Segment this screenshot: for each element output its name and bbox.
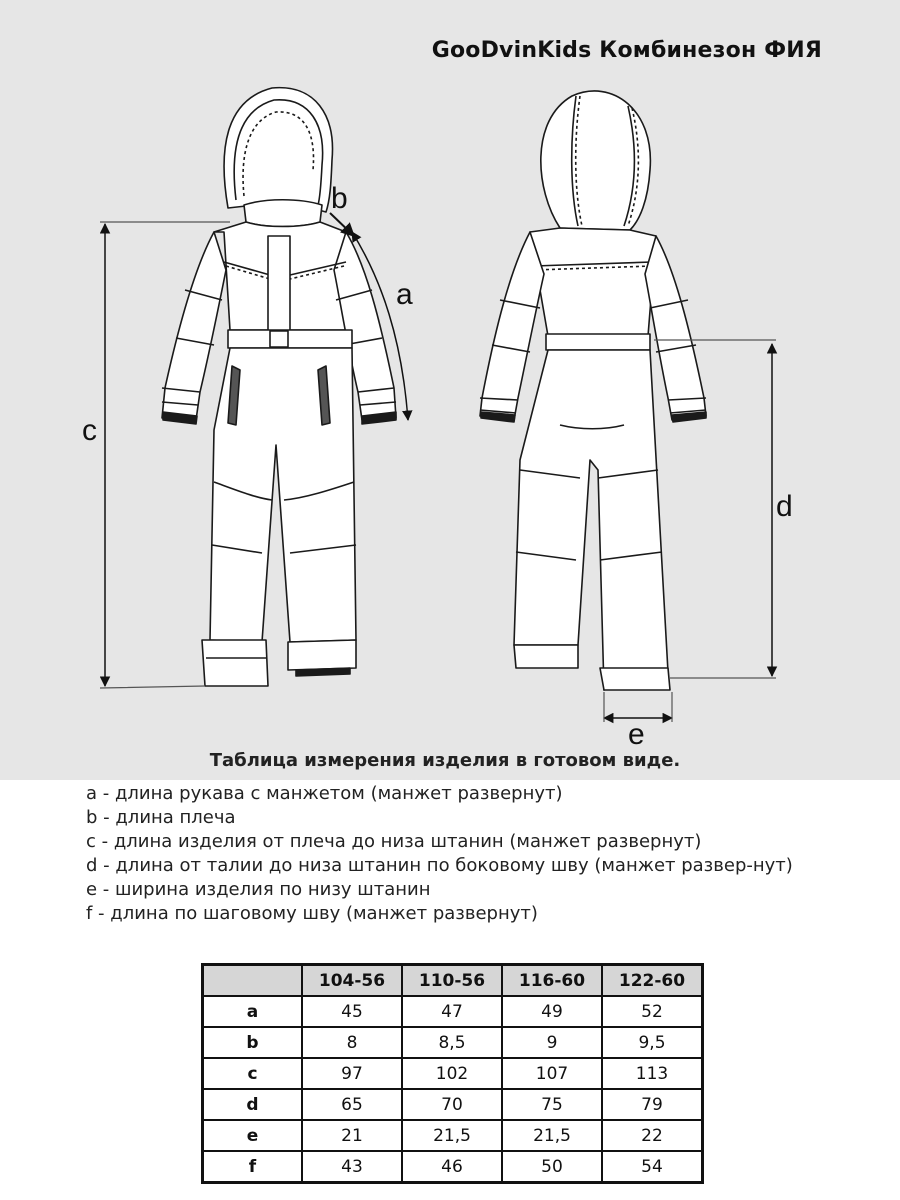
legend-item: a - длина рукава с манжетом (манжет развернут) (86, 783, 563, 804)
size-table (201, 963, 704, 1184)
row-key: e (203, 1120, 303, 1151)
column-header: 104-56 (302, 965, 402, 997)
table-row (203, 1120, 703, 1151)
table-cell: 49 (502, 996, 602, 1027)
column-header: 116-60 (502, 965, 602, 997)
column-header: 122-60 (602, 965, 703, 997)
table-cell: 43 (302, 1151, 402, 1183)
table-cell: 102 (402, 1058, 502, 1089)
table-cell: 8,5 (402, 1027, 502, 1058)
table-row (203, 1058, 703, 1089)
table-header-row (203, 965, 703, 997)
dimension-label-a: a (396, 278, 413, 311)
table-cell: 75 (502, 1089, 602, 1120)
table-cell: 9,5 (602, 1027, 703, 1058)
table-cell: 54 (602, 1151, 703, 1183)
table-cell: 46 (402, 1151, 502, 1183)
legend-item: d - длина от талии до низа штанин по боковому шву (манжет развер-нут) (86, 855, 793, 876)
legend-item: c - длина изделия от плеча до низа штанин (манжет развернут) (86, 831, 702, 852)
table-cell: 47 (402, 996, 502, 1027)
row-key: b (203, 1027, 303, 1058)
table-cell: 107 (502, 1058, 602, 1089)
dimension-label-e: e (628, 718, 645, 751)
table-cell: 52 (602, 996, 703, 1027)
table-row (203, 1027, 703, 1058)
table-cell: 97 (302, 1058, 402, 1089)
table-cell: 45 (302, 996, 402, 1027)
legend-item: b - длина плеча (86, 807, 236, 828)
table-cell: 79 (602, 1089, 703, 1120)
table-cell: 21,5 (502, 1120, 602, 1151)
table-cell: 21 (302, 1120, 402, 1151)
row-key: a (203, 996, 303, 1027)
row-key: f (203, 1151, 303, 1183)
table-cell: 50 (502, 1151, 602, 1183)
table-cell: 70 (402, 1089, 502, 1120)
back-view (480, 91, 706, 690)
measurement-legend (86, 782, 816, 926)
table-cell: 65 (302, 1089, 402, 1120)
row-key: d (203, 1089, 303, 1120)
table-cell: 9 (502, 1027, 602, 1058)
table-row (203, 996, 703, 1027)
legend-item: e - ширина изделия по низу штанин (86, 879, 431, 900)
table-row (203, 1151, 703, 1183)
legend-item: f - длина по шаговому шву (манжет развернут) (86, 903, 538, 924)
dimension-label-c: c (82, 414, 97, 447)
table-cell: 22 (602, 1120, 703, 1151)
table-cell: 8 (302, 1027, 402, 1058)
dimension-label-b: b (331, 182, 348, 215)
table-cell: 113 (602, 1058, 703, 1089)
table-row (203, 1089, 703, 1120)
dimension-label-d: d (776, 490, 793, 523)
table-corner-cell (203, 965, 303, 997)
table-cell: 21,5 (402, 1120, 502, 1151)
column-header: 110-56 (402, 965, 502, 997)
row-key: c (203, 1058, 303, 1089)
table-caption: Таблица измерения изделия в готовом виде. (209, 750, 681, 771)
product-title: GooDvinKids Комбинезон ФИЯ (431, 38, 822, 63)
front-view (162, 88, 396, 686)
